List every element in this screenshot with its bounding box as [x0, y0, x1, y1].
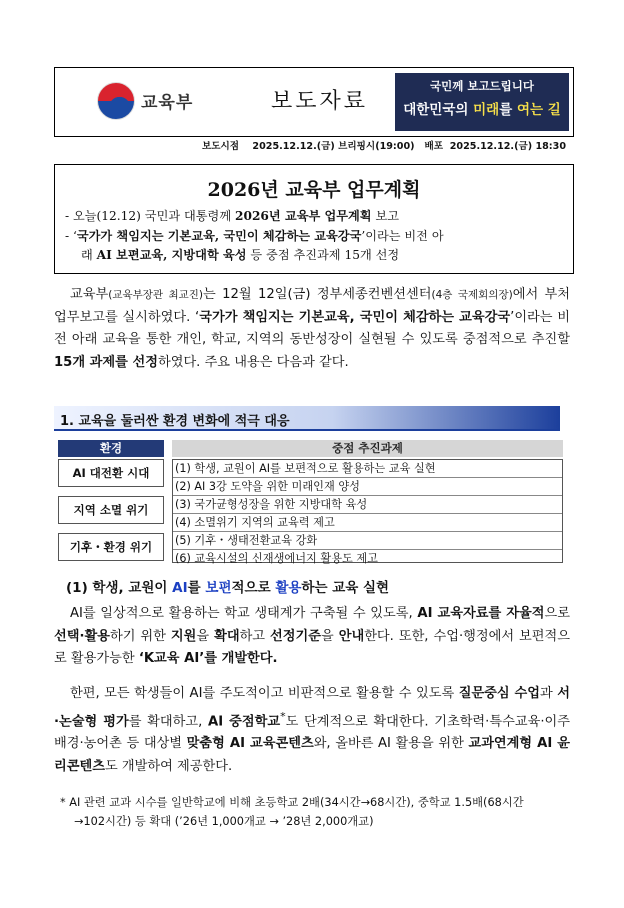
summary-bullet-2: - ‘국가가 책임지는 기본교육, 국민이 체감하는 교육강국’이라는 비전 아 래 AI 보편교육, 지방대학 육성 등 중점 추진과제 15개 선정: [65, 229, 444, 262]
press-header: [54, 67, 574, 137]
summary-bullet-1: - 오늘(12.12) 국민과 대통령께 2026년 교육부 업무계획 보고: [65, 209, 399, 223]
task-item: (2) AI 3강 도약을 위한 미래인재 양성: [173, 478, 562, 496]
task-item: (6) 교육시설의 신재생에너지 활용도 제고: [175, 552, 378, 565]
release-timeline: 보도시점 2025.12.12.(금) 브리핑시(19:00) 배포 2025.12.12.(금) 18:30: [201, 141, 566, 152]
summary-title: 2026년 교육부 업무계획: [207, 179, 421, 201]
env-cell-region: 지역 소멸 위기: [58, 496, 164, 524]
summary-box: [54, 164, 574, 274]
footnote-line-2: →102시간) 등 확대 (’26년 1,000개교 → ’28년 2,000개교): [74, 815, 374, 828]
slogan-banner: [395, 73, 569, 131]
slogan-bottom: 대한민국의 미래를 여는 길: [403, 102, 561, 118]
footnote-line-1: * AI 관련 교과 시수를 일반학교에 비해 초등학교 2배(34시간→68시간), 중학교 1.5배(68시간: [60, 796, 524, 809]
task-item: (3) 국가균형성장을 위한 지방대학 육성: [173, 496, 562, 514]
task-list: [172, 459, 563, 563]
task-item: (1) 학생, 교원이 AI를 보편적으로 활용하는 교육 실현: [173, 460, 562, 478]
task-item: (5) 기후・생태전환교육 강화: [173, 532, 562, 550]
taegeuk-logo-icon: [97, 82, 135, 120]
task-item: (4) 소멸위기 지역의 교육력 제고: [173, 514, 562, 532]
footnote: [60, 793, 572, 831]
env-cell-climate: 기후・환경 위기: [58, 533, 164, 561]
section-heading: 1. 교육을 둘러싼 환경 변화에 적극 대응: [60, 414, 290, 429]
subsection-heading: (1) 학생, 교원이 AI를 보편적으로 활용하는 교육 실현: [66, 580, 390, 596]
section-heading-bar: [54, 406, 560, 431]
env-column-header: 환경: [58, 440, 164, 457]
task-column-header: 중점 추진과제: [172, 440, 563, 457]
slogan-top: 국민께 보고드립니다: [430, 79, 534, 93]
document-type: 보도자료: [271, 89, 369, 114]
env-cell-ai: AI 대전환 시대: [58, 459, 164, 487]
ai-literacy-paragraph: 한편, 모든 학생들이 AI를 주도적이고 비판적으로 활용할 수 있도록 질문중심 수업과 서·논술형 평가를 확대하고, AI 중점학교*도 단계적으로 확대한다. 기초학력·특수교육·이주배경·농어촌 등 대상별 맞춤형 AI 교육콘텐츠와, 올바른 AI 활용을 위한 교과연계형 AI 윤리콘텐츠도 개발하여 제공한다.: [54, 686, 571, 774]
ai-education-paragraph: AI를 일상적으로 활용하는 학교 생태계가 구축될 수 있도록, AI 교육자료를 자율적으로 선택·활용하기 위한 지원을 확대하고 선정기준을 안내한다. 또한, 수업·행정에서 보편적으로 활용가능한 ‘K교육 AI’를 개발한다.: [54, 606, 571, 666]
ministry-name: 교육부: [141, 93, 194, 113]
intro-paragraph: 교육부(교육부장관 최교진)는 12월 12일(금) 정부세종컨벤션센터(4층 국제회의장)에서 부처 업무보고를 실시하였다. ‘국가가 책임지는 기본교육, 국민이 체감하는 교육강국’이라는 비전 아래 교육을 통한 개인, 학교, 지역의 동반성장이 실현될 수 있도록 중점적으로 추진할 15개 과제를 선정하였다. 주요 내용은 다음과 같다.: [54, 287, 570, 370]
